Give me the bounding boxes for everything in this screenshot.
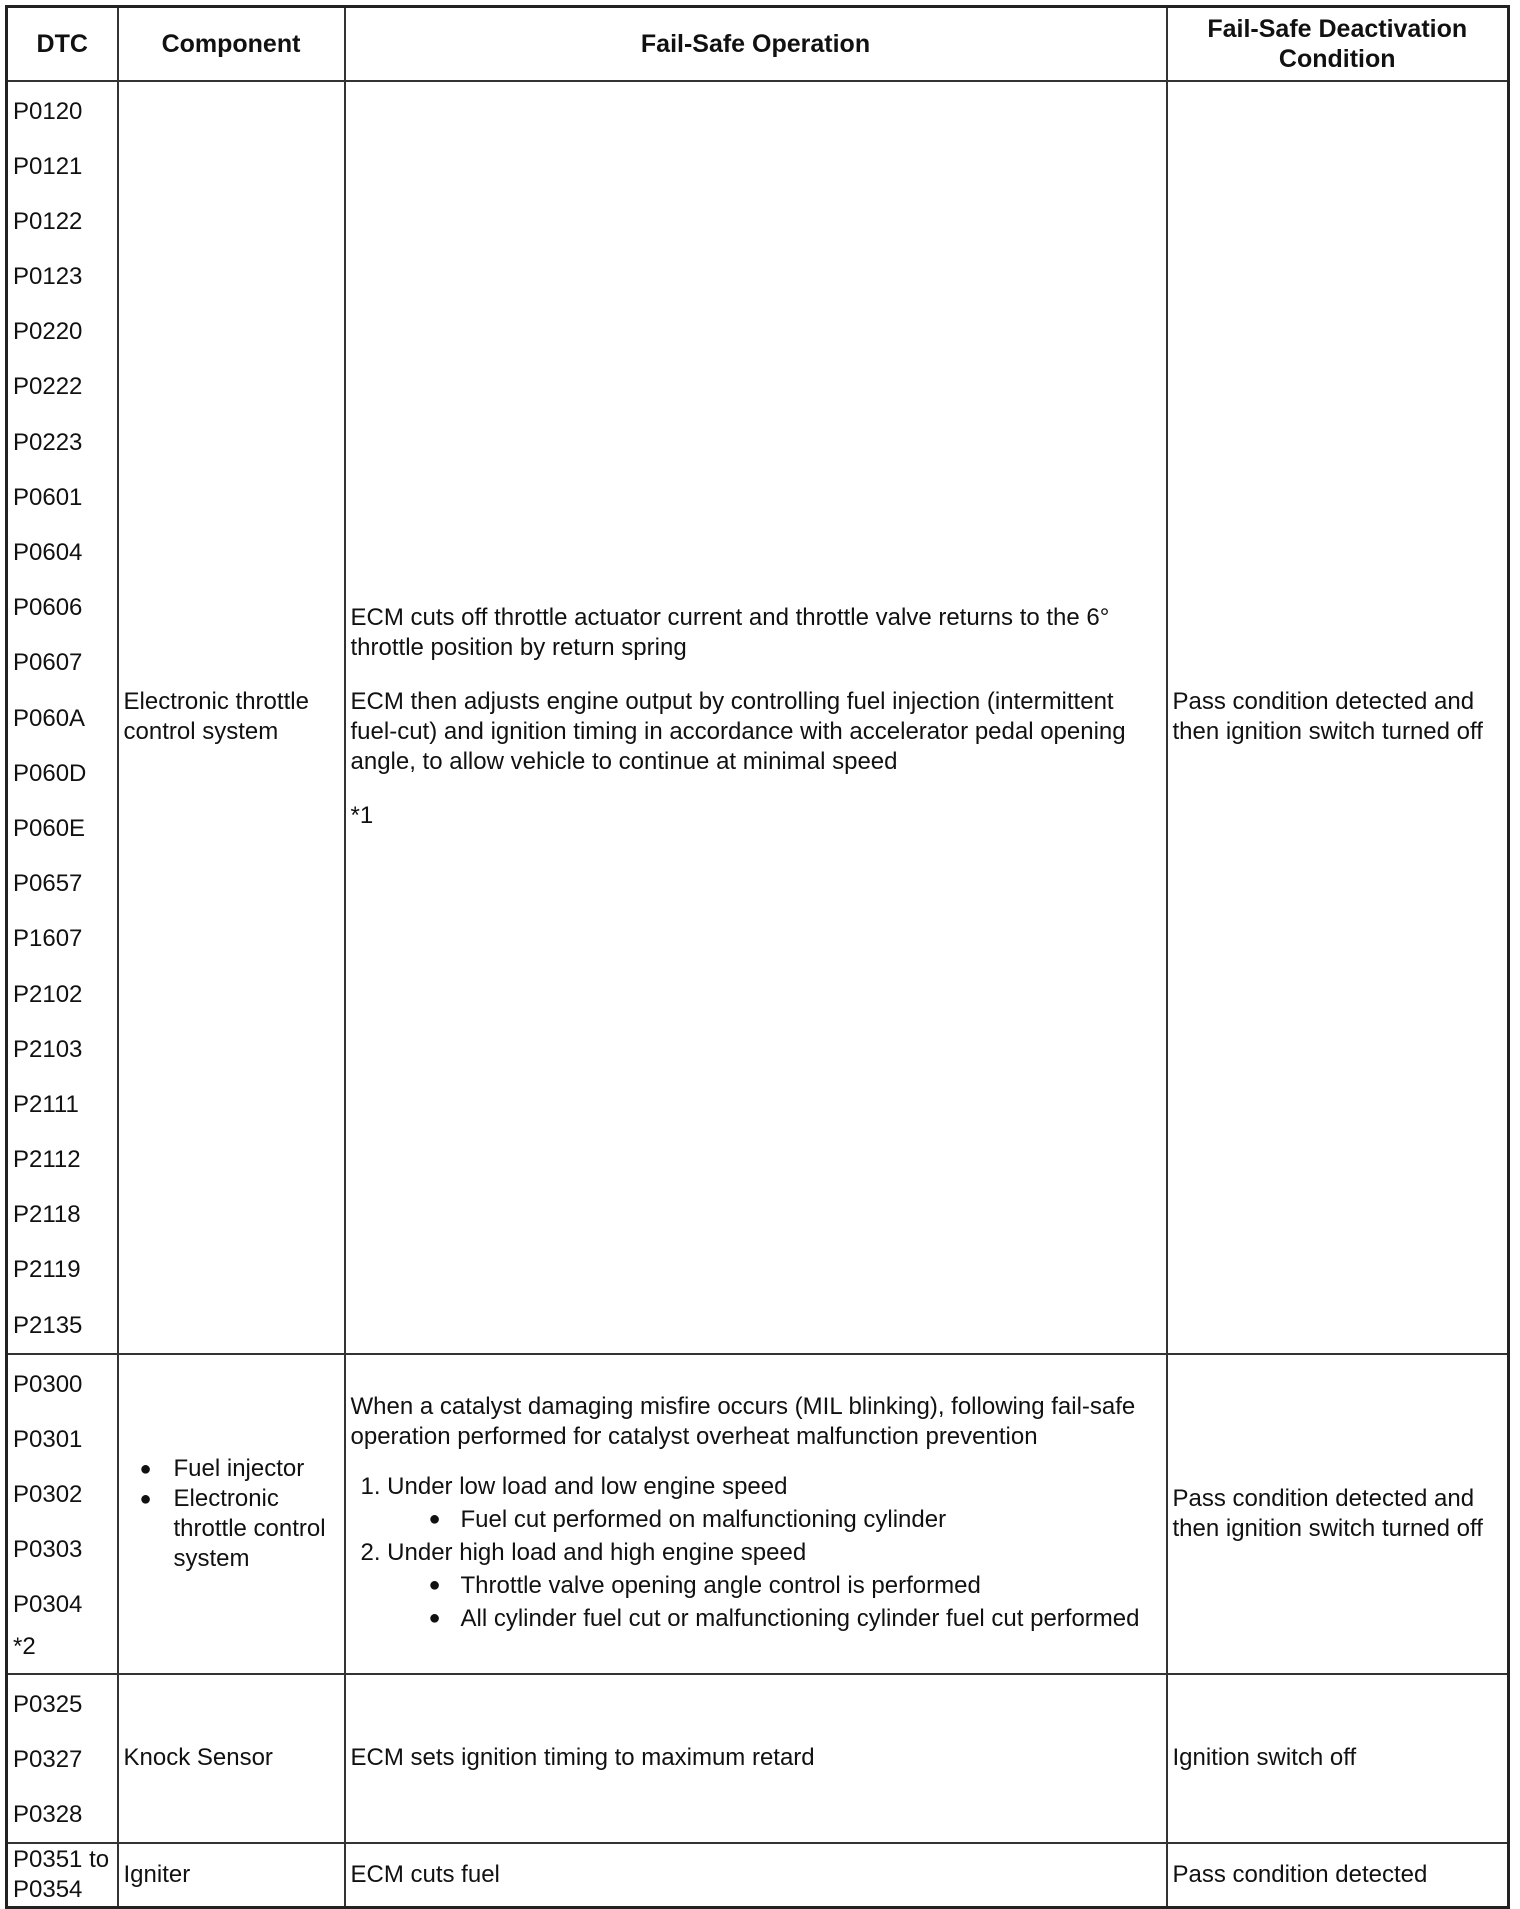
operation-cell: ECM sets ignition timing to maximum retard: [345, 1674, 1167, 1843]
condition-cell: Pass condition detected: [1167, 1843, 1509, 1908]
component-item: ● Fuel injector: [124, 1454, 339, 1484]
header-dtc: DTC: [7, 7, 118, 81]
dtc-code: P0607: [13, 649, 83, 677]
component-cell: [118, 81, 345, 1354]
component-cell: [118, 1354, 345, 1674]
dtc-footnote: *2: [13, 1632, 36, 1660]
condition-cell: Pass condition detected and then ignition switch turned off: [1167, 1354, 1509, 1674]
dtc-code: P1607: [13, 925, 83, 953]
table-row: [7, 1354, 1509, 1674]
condition-cell: Ignition switch off: [1167, 1674, 1509, 1843]
dtc-code: P060A: [13, 704, 86, 732]
dtc-cell: [7, 1843, 118, 1908]
dtc-code: P0304: [13, 1590, 83, 1618]
component-line1: Electronic throttle: [123, 688, 309, 716]
operation-paragraph: ECM cuts off throttle actuator current and throttle valve returns to the 6° throttle position by return spring: [350, 604, 1110, 662]
header-operation: Fail-Safe Operation: [345, 7, 1167, 81]
dtc-code: P0601: [13, 483, 83, 511]
dtc-code: P2102: [13, 980, 83, 1008]
operation-substep: ● All cylinder fuel cut or malfunctioning cylinder fuel cut performed: [421, 1602, 1161, 1635]
dtc-code: P0325: [13, 1690, 83, 1718]
dtc-code: P2118: [13, 1201, 81, 1229]
operation-paragraph: ECM then adjusts engine output by controlling fuel injection (intermittent fuel-cut) and ignition timing in accordance with accelerator pedal opening angle, to allow vehicle to continue at minimal speed: [350, 688, 1126, 776]
header-row: [7, 7, 1509, 81]
header-condition-line2: Condition: [1278, 44, 1396, 73]
dtc-code: P0220: [13, 318, 83, 346]
component-cell: Knock Sensor: [118, 1674, 345, 1843]
condition-cell: Pass condition detected and then ignition switch turned off: [1167, 81, 1509, 1354]
operation-step: [361, 1536, 1161, 1635]
operation-substep: ● Throttle valve opening angle control is performed: [421, 1569, 1161, 1602]
dtc-cell: [7, 1354, 118, 1674]
header-condition-line1: Fail-Safe Deactivation: [1207, 14, 1468, 43]
dtc-code: P0300: [13, 1370, 83, 1398]
dtc-code: P0122: [13, 207, 83, 235]
dtc-code: P0302: [13, 1480, 83, 1508]
dtc-code: P0222: [13, 373, 83, 401]
dtc-list: [13, 1677, 112, 1842]
operation-cell: ECM cuts fuel: [345, 1843, 1167, 1908]
dtc-code: P2111: [13, 1090, 79, 1118]
component-cell: Igniter: [118, 1843, 345, 1908]
dtc-code: P0354: [13, 1876, 83, 1904]
fail-safe-table: [5, 5, 1510, 1909]
dtc-code: P0657: [13, 870, 83, 898]
operation-step-label: 1. Under low load and low engine speed: [360, 1473, 788, 1501]
header-component: Component: [118, 7, 345, 81]
component-item: ● Electronic throttle control system: [124, 1484, 339, 1574]
dtc-code: P0123: [13, 263, 83, 291]
dtc-code: P0351 to: [13, 1846, 110, 1874]
dtc-code: P0328: [13, 1800, 83, 1828]
operation-cell: [345, 81, 1167, 1354]
dtc-code: P0120: [13, 97, 83, 125]
table-row: [7, 1674, 1509, 1843]
dtc-code: P0223: [13, 428, 83, 456]
dtc-code: P0303: [13, 1535, 83, 1563]
component-line2: control system: [123, 718, 279, 746]
dtc-list: [13, 84, 112, 1353]
dtc-cell: [7, 1674, 118, 1843]
dtc-code: P0121: [13, 152, 83, 180]
operation-cell: [345, 1354, 1167, 1674]
table-row: [7, 81, 1509, 1354]
dtc-list: [13, 1357, 112, 1632]
operation-paragraph: When a catalyst damaging misfire occurs (MIL blinking), following fail-safe operation performed for catalyst overheat malfunction prevention: [350, 1393, 1136, 1451]
dtc-code: P060D: [13, 759, 87, 787]
dtc-code: P0606: [13, 594, 83, 622]
dtc-code: P0604: [13, 539, 83, 566]
dtc-code: P2112: [13, 1146, 81, 1174]
table-row: [7, 1843, 1509, 1908]
operation-step: [361, 1470, 1161, 1536]
operation-footnote: *1: [350, 802, 374, 830]
operation-substeps: [361, 1503, 1161, 1536]
operation-steps: [351, 1470, 1161, 1635]
operation-substep: ● Fuel cut performed on malfunctioning cylinder: [421, 1503, 1161, 1536]
dtc-code: P060E: [13, 814, 86, 842]
header-condition: [1167, 7, 1509, 81]
dtc-code: P2135: [13, 1311, 83, 1339]
dtc-cell: [7, 81, 118, 1354]
dtc-code: P0301: [13, 1425, 83, 1453]
dtc-code: P0327: [13, 1745, 83, 1773]
operation-substeps: [361, 1569, 1161, 1635]
operation-step-label: 2. Under high load and high engine speed: [360, 1539, 807, 1567]
dtc-code: P2119: [13, 1256, 81, 1284]
dtc-code: P2103: [13, 1035, 83, 1063]
component-list: [124, 1454, 339, 1574]
